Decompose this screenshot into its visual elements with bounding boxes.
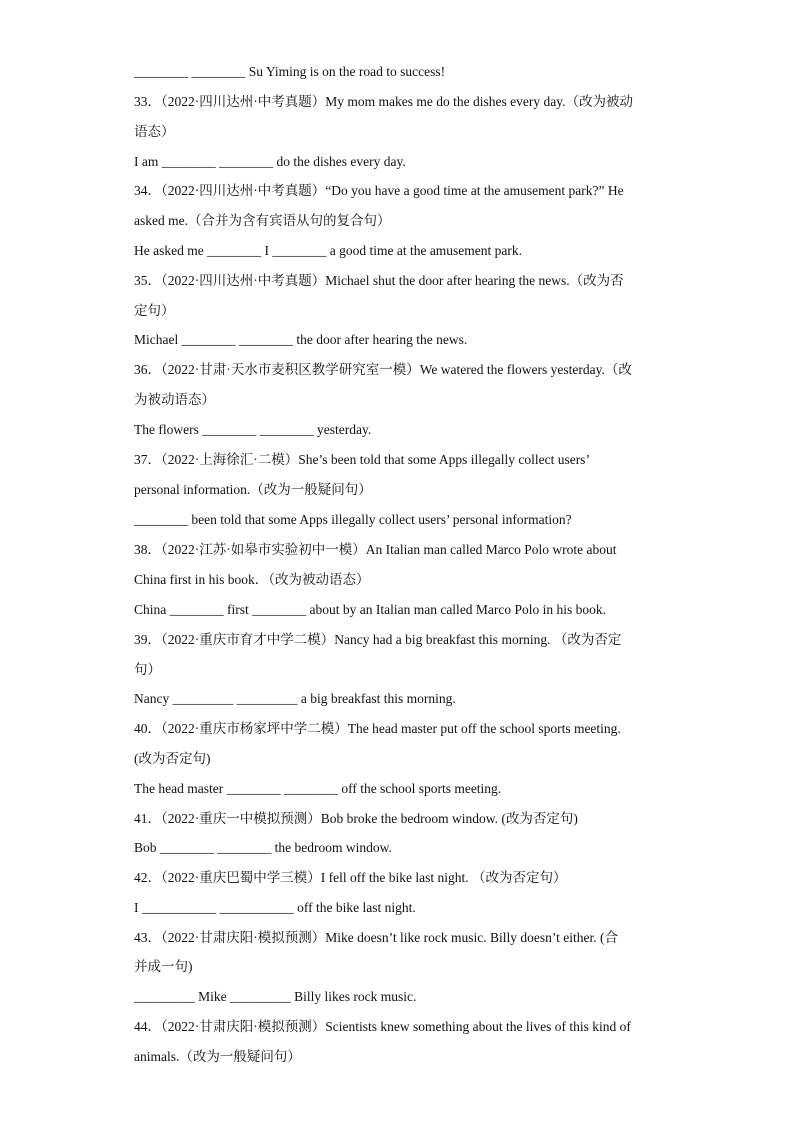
q33-question-line-2: 语态） bbox=[134, 124, 175, 139]
q36-answer-line: The flowers ________ ________ yesterday. bbox=[134, 422, 372, 437]
q38-question-line-1: 38．（2022·江苏·如皋市实验初中一模）An Italian man called Marco Polo wrote about bbox=[134, 542, 617, 557]
q33-answer-line: I am ________ ________ do the dishes every day. bbox=[134, 154, 406, 169]
q35-question-line-1: 35．（2022·四川达州·中考真题）Michael shut the door after hearing the news.（改为否 bbox=[134, 273, 624, 288]
q43-question-line-1: 43．（2022·甘肃庆阳·模拟预测）Mike doesn’t like rock music. Billy doesn’t either. (合 bbox=[134, 930, 618, 945]
q40-question-line-2: (改为否定句) bbox=[134, 751, 211, 766]
q34-answer-line: He asked me ________ I ________ a good time at the amusement park. bbox=[134, 243, 523, 258]
q38-answer-line: China ________ first ________ about by an Italian man called Marco Polo in his book. bbox=[134, 602, 607, 617]
q42-answer-line: I ___________ ___________ off the bike last night. bbox=[134, 900, 416, 915]
q44-question-line-2: animals.（改为一般疑问句） bbox=[134, 1049, 301, 1064]
q41-answer-line: Bob ________ ________ the bedroom window. bbox=[134, 840, 392, 855]
q43-answer-line: _________ Mike _________ Billy likes rock music. bbox=[134, 989, 417, 1004]
q38-question-line-2: China first in his book．（改为被动语态） bbox=[134, 572, 370, 587]
q36-question-line-2: 为被动语态） bbox=[134, 392, 215, 407]
q39-question-line-2: 句） bbox=[134, 662, 161, 677]
q35-answer-line: Michael ________ ________ the door after hearing the news. bbox=[134, 332, 468, 347]
q39-answer-line: Nancy _________ _________ a big breakfast this morning. bbox=[134, 691, 456, 706]
q32-answer-line: ________ ________ Su Yiming is on the road to success! bbox=[134, 64, 446, 79]
q37-question-line-2: personal information.（改为一般疑问句） bbox=[134, 482, 372, 497]
q44-question-line-1: 44．（2022·甘肃庆阳·模拟预测）Scientists knew something about the lives of this kind of bbox=[134, 1019, 631, 1034]
q41-question-line: 41．（2022·重庆一中模拟预测）Bob broke the bedroom window. (改为否定句) bbox=[134, 811, 578, 826]
q35-question-line-2: 定句） bbox=[134, 303, 175, 318]
q33-question-line-1: 33．（2022·四川达州·中考真题）My mom makes me do the dishes every day.（改为被动 bbox=[134, 94, 633, 109]
q36-question-line-1: 36．（2022·甘肃·天水市麦积区教学研究室一模）We watered the flowers yesterday.（改 bbox=[134, 362, 632, 377]
q37-answer-line: ________ been told that some Apps illegally collect users’ personal information? bbox=[134, 512, 572, 527]
q34-question-line-2: asked me.（合并为含有宾语从句的复合句） bbox=[134, 213, 391, 228]
q39-question-line-1: 39．（2022·重庆市育才中学二模）Nancy had a big breakfast this morning. （改为否定 bbox=[134, 632, 622, 647]
q43-question-line-2: 并成一句) bbox=[134, 959, 193, 974]
q34-question-line-1: 34．（2022·四川达州·中考真题）“Do you have a good time at the amusement park?” He bbox=[134, 183, 624, 198]
q37-question-line-1: 37．（2022·上海徐汇·二模）She’s been told that some Apps illegally collect users’ bbox=[134, 452, 590, 467]
q40-answer-line: The head master ________ ________ off the school sports meeting. bbox=[134, 781, 502, 796]
q42-question-line: 42．（2022·重庆巴蜀中学三模）I fell off the bike last night. （改为否定句） bbox=[134, 870, 567, 885]
q40-question-line-1: 40．（2022·重庆市杨家坪中学二模）The head master put off the school sports meeting. bbox=[134, 721, 621, 736]
